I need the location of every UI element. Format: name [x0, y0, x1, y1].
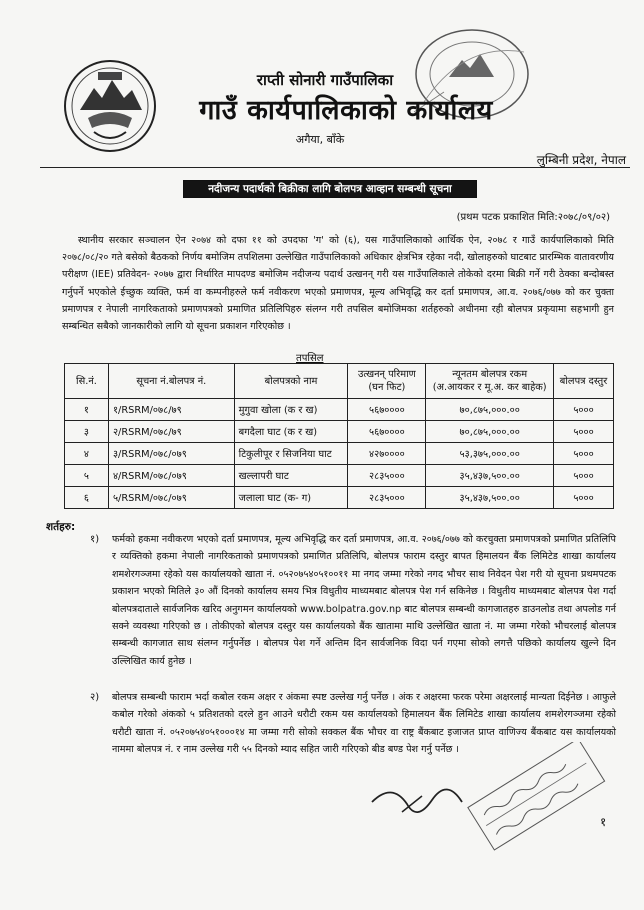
column-header: बोलपत्र दस्तुर	[554, 364, 614, 399]
term-number: १)	[90, 534, 100, 545]
header-divider	[40, 167, 630, 168]
publication-date: (प्रथम पटक प्रकाशित मिति:२०७८/०९/०२)	[456, 212, 610, 223]
table-cell: खल्लापरी घाट	[234, 465, 348, 487]
page-number: १	[600, 815, 607, 829]
table-cell: ५०००	[554, 487, 614, 509]
table-cell: ७०,८७५,०००.००	[426, 399, 554, 421]
office-address: अगैया, बाँके	[295, 133, 345, 146]
table-row	[65, 465, 614, 487]
table-cell: ५०००	[554, 399, 614, 421]
table-cell: ४	[65, 443, 109, 465]
table-row	[65, 399, 614, 421]
term-text: बोलपत्र सम्बन्धी फाराम भर्दा कबोल रकम अक्षर र अंकमा स्पष्ट उल्लेख गर्नु पर्नेछ । अंक र अक्षरमा फरक परेमा अक्षरलाई मान्यता दिईनेछ । आफुले कबोल गरेको अंकको ५ प्रतिशतको दरले हुन आउने धरौटी रकम यस कार्यालयको हिमालयन बैंक लिमिटेड शाखा कार्यालय शमशेरगञ्जमा रहेको धरौटी खाता नं. ०५२०७५४०५१०००१४ मा जम्मा गरी सोको सक्कल बैंक भौचर वा राष्ट्र बैंकबाट इजाजत प्राप्त वाणिज्य बैंकबाट यस कार्यालयको नाममा बोलपत्र नं. र नाम उल्लेख गरी ५५ दिनको म्याद सहित जारी गरिएको बीड बण्ड पेश गर्नु पर्नेछ ।	[112, 692, 616, 756]
table-row	[65, 421, 614, 443]
table-cell: ३/RSRM/०७८/०७९	[108, 443, 234, 465]
table-cell: २८३५०००	[348, 487, 426, 509]
table-cell: ५६७००००	[348, 399, 426, 421]
column-header: सि.नं.	[65, 364, 109, 399]
term-number: २)	[90, 692, 100, 703]
schedule-caption: तपसिल	[296, 353, 324, 364]
table-cell: ३५,४३७,५००.००	[426, 487, 554, 509]
table-cell: ४२७००००	[348, 443, 426, 465]
table-cell: मुगुवा खोला (क र ख)	[234, 399, 348, 421]
table-cell: १/RSRM/०७८/७९	[108, 399, 234, 421]
table-header-row	[65, 364, 614, 399]
table-cell: ६	[65, 487, 109, 509]
table-cell: २/RSRM/०७८/७९	[108, 421, 234, 443]
table-cell: ५/RSRM/०७८/०७९	[108, 487, 234, 509]
column-header: न्यूनतम बोलपत्र रकम (अ.आयकर र मू.अ. कर बाहेक)	[426, 364, 554, 399]
municipality-name: राप्ती सोनारी गाउँपालिका	[256, 71, 394, 89]
table-cell: बगदैला घाट (क र ख)	[234, 421, 348, 443]
table-cell: ५०००	[554, 443, 614, 465]
table-cell: ५६७००००	[348, 421, 426, 443]
table-cell: ५	[65, 465, 109, 487]
table-cell: ५०००	[554, 465, 614, 487]
table-cell: ५३,३७५,०००.००	[426, 443, 554, 465]
signature-stamp-icon	[362, 742, 612, 862]
column-header: बोलपत्रको नाम	[234, 364, 348, 399]
nepal-emblem-icon	[62, 58, 158, 154]
province-name: लुम्बिनी प्रदेश, नेपाल	[536, 153, 626, 167]
term-text: फर्मको हकमा नवीकरण भएको दर्ता प्रमाणपत्र, मूल्य अभिवृद्धि कर दर्ता प्रमाणपत्र, आ.व. २०७६/०७७ को करचुक्ता प्रमाणपत्रको प्रमाणित प्रतिलिपि र व्यक्तिको हकमा नेपाली नागरिकताको प्रमाणपत्रको प्रमाणित प्रतिलिपि, बोलपत्र फाराम दस्तुर बापत हिमालयन बैंक लिमिटेड शाखा कार्यालय शमशेरगञ्जमा रहेको यस कार्यालयको खाता नं. ०५२०७५४०५१००११ मा नगद जम्मा गरेको नगद भौचर साथ निवेदन पेश गरी यो सूचना प्रथमपटक प्रकाशन भएको मितिले ३० औं दिनको कार्यालय समय भित्र विधुतीय माध्यमबाट बोलपत्र पेश गर्न सकिनेछ । विधुतीय माध्यमबाट बोलपत्र पेश गर्दा बोलपत्रदाताले सार्वजनिक खरिद अनुगमन कार्यालयको www.bolpatra.gov.np बाट बोलपत्र सम्बन्धी कागजातहरु डाउनलोड तथा अपलोड गर्न सक्ने व्यवस्था गरिएको छ । तोकीएको बोलपत्र दस्तुर यस कार्यालयको बैंक खातामा माथि उल्लेखित खाता नं. मा जम्मा गरेको भौचरलाई बोलपत्र सम्बन्धी कागजात साथ संलग्न गर्नुपर्नेछ । बोलपत्र पेश गर्ने अन्तिम दिन सार्वजनिक विदा पर्न गएमा सोको लगत्तै पछिको कार्यालय खुल्ने दिन उल्लिखित कार्य हुनेछ ।	[112, 534, 616, 667]
table-cell: ४/RSRM/०७८/०७९	[108, 465, 234, 487]
table-cell: ३५,४३७,५००.००	[426, 465, 554, 487]
column-header: उत्खनन् परिमाण (घन फिट)	[348, 364, 426, 399]
table-row	[65, 487, 614, 509]
table-cell: जलाला घाट (क- ग)	[234, 487, 348, 509]
table-cell: १	[65, 399, 109, 421]
office-title: गाउँ कार्यपालिकाको कार्यालय	[199, 95, 493, 126]
table-cell: टिकुलीपूर र सिजनिया घाट	[234, 443, 348, 465]
schedule-table	[64, 363, 614, 509]
column-header: सूचना नं.बोलपत्र नं.	[108, 364, 234, 399]
terms-heading: शर्तहरु:	[46, 521, 76, 533]
table-cell: ७०,८७५,०००.००	[426, 421, 554, 443]
table-cell: २८३५०००	[348, 465, 426, 487]
table-row	[65, 443, 614, 465]
table-cell: ५०००	[554, 421, 614, 443]
table-cell: ३	[65, 421, 109, 443]
intro-paragraph: स्थानीय सरकार सञ्चालन ऐन २०७४ को दफा ११ को उपदफा 'ग' को (६), यस गाउँपालिकाको आर्थिक ऐन, २०७८ र गाउँ कार्यपालिकाको मिति २०७८/०८/२० गते बसेको बैठकको निर्णय बमोजिम तपशिलमा उल्लेखित गाउँपालिकाको अधिकार क्षेत्रभित्र रहेका नदी, खोलाहरुको घाटबाट प्रारम्भिक वातावरणीय परीक्षण (IEE) प्रतिवेदन- २०७७ द्वारा निर्धारित मापदण्ड बमोजिम नदीजन्य पदार्थ उत्खनन् गरी यस गाउँपालिकाले तोकेको दरमा बिक्री गर्ने गरी ठेक्का बन्दोबस्त गर्नुपर्ने भएकोले ईच्छुक व्यक्ति, फर्म वा कम्पनीहरुले फर्म नवीकरण भएको प्रमाणपत्र, मूल्य अभिवृद्धि कर दर्ता प्रमाणपत्र, आ.व. २०७६/०७७ को कर चुक्ता प्रमाणपत्र र नेपाली नागरिकताको प्रमाणपत्रको प्रमाणित प्रतिलिपिहरु संलग्न गरी तपसिल बमोजिमका शर्तहरुको अधीनमा रही बोलपत्र प्रकृयामा सहभागी हुन सम्बन्धित सबैको जानकारीको लागि यो सूचना प्रकाशन गरिएकोछ ।	[62, 235, 614, 333]
notice-title: नदीजन्य पदार्थको बिक्रीका लागि बोलपत्र आव्हान सम्बन्धी सूचना	[183, 180, 477, 198]
